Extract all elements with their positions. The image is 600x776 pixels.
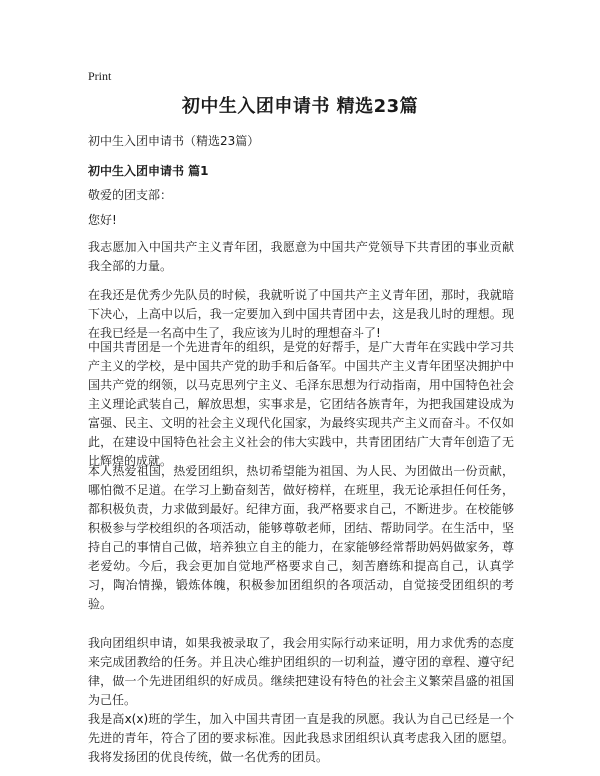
body-paragraph: 在我还是优秀少先队员的时候，我就听说了中国共产主义青年团，那时，我就暗下决心，上高中以后，我一定要加入到中国共青团中去，这是我儿时的理想。现在我已经是一名高中生了，我应该为儿时的理想奋斗了! [88, 288, 514, 340]
document-subtitle: 初中生入团申请书（精选23篇） [88, 134, 260, 148]
page-title: 初中生入团申请书 精选23篇 [181, 96, 419, 117]
body-paragraph: 我是高x(x)班的学生，加入中国共青团一直是我的夙愿。我认为自己已经是一个先进的青年，符合了团的要求标准。因此我恳求团组织认真考虑我入团的愿望。我将发扬团的优良传统，做一名优秀的团员。 [88, 712, 514, 764]
body-paragraph: 我志愿加入中国共产主义青年团，我愿意为中国共产党领导下共青团的事业贡献我全部的力量。 [88, 240, 514, 273]
salutation: 敬爱的团支部： [88, 188, 173, 202]
greeting: 您好! [88, 213, 117, 227]
print-link[interactable]: Print [88, 69, 112, 83]
section-heading: 初中生入团申请书 篇1 [88, 164, 209, 178]
body-paragraph: 本人热爱祖国，热爱团组织，热切希望能为祖国、为人民、为团做出一份贡献，哪怕微不足道。在学习上勤奋刻苦，做好榜样，在班里，我无论承担任何任务，都积极负责，力求做到最好。纪律方面，我严格要求自己，不断进步。在校能够积极参与学校组织的各项活动，能够尊敬老师，团结、帮助同学。在生活中，坚持自己的事情自己做，培养独立自主的能力，在家能够经常帮助妈妈做家务，尊老爱幼。今后，我会更加自觉地严格要求自己，刻苦磨练和提高自己，认真学习，陶冶情操，锻炼体魄，积极参加团组织的各项活动，自觉接受团组织的考验。 [88, 464, 514, 611]
body-paragraph: 中国共青团是一个先进青年的组织，是党的好帮手，是广大青年在实践中学习共产主义的学校，是中国共产党的助手和后备军。中国共产主义青年团坚决拥护中国共产党的纲领，以马克思列宁主义、毛泽东思想为行动指南，用中国特色社会主义理论武装自己，解放思想，实事求是，它团结各族青年，为把我国建设成为富强、民主、文明的社会主义现代化国家，为最终实现共产主义而奋斗。不仅如此，在建设中国特色社会主义社会的伟大实践中，共青团团结广大青年创造了无比辉煌的成就。 [88, 340, 514, 468]
body-paragraph: 我向团组织申请，如果我被录取了，我会用实际行动来证明，用力求优秀的态度来完成团教给的任务。并且决心维护团组织的一切利益，遵守团的章程、遵守纪律，做一个先进团组织的好成员。继续把建设有特色的社会主义繁荣昌盛的祖国为己任。 [88, 636, 514, 707]
